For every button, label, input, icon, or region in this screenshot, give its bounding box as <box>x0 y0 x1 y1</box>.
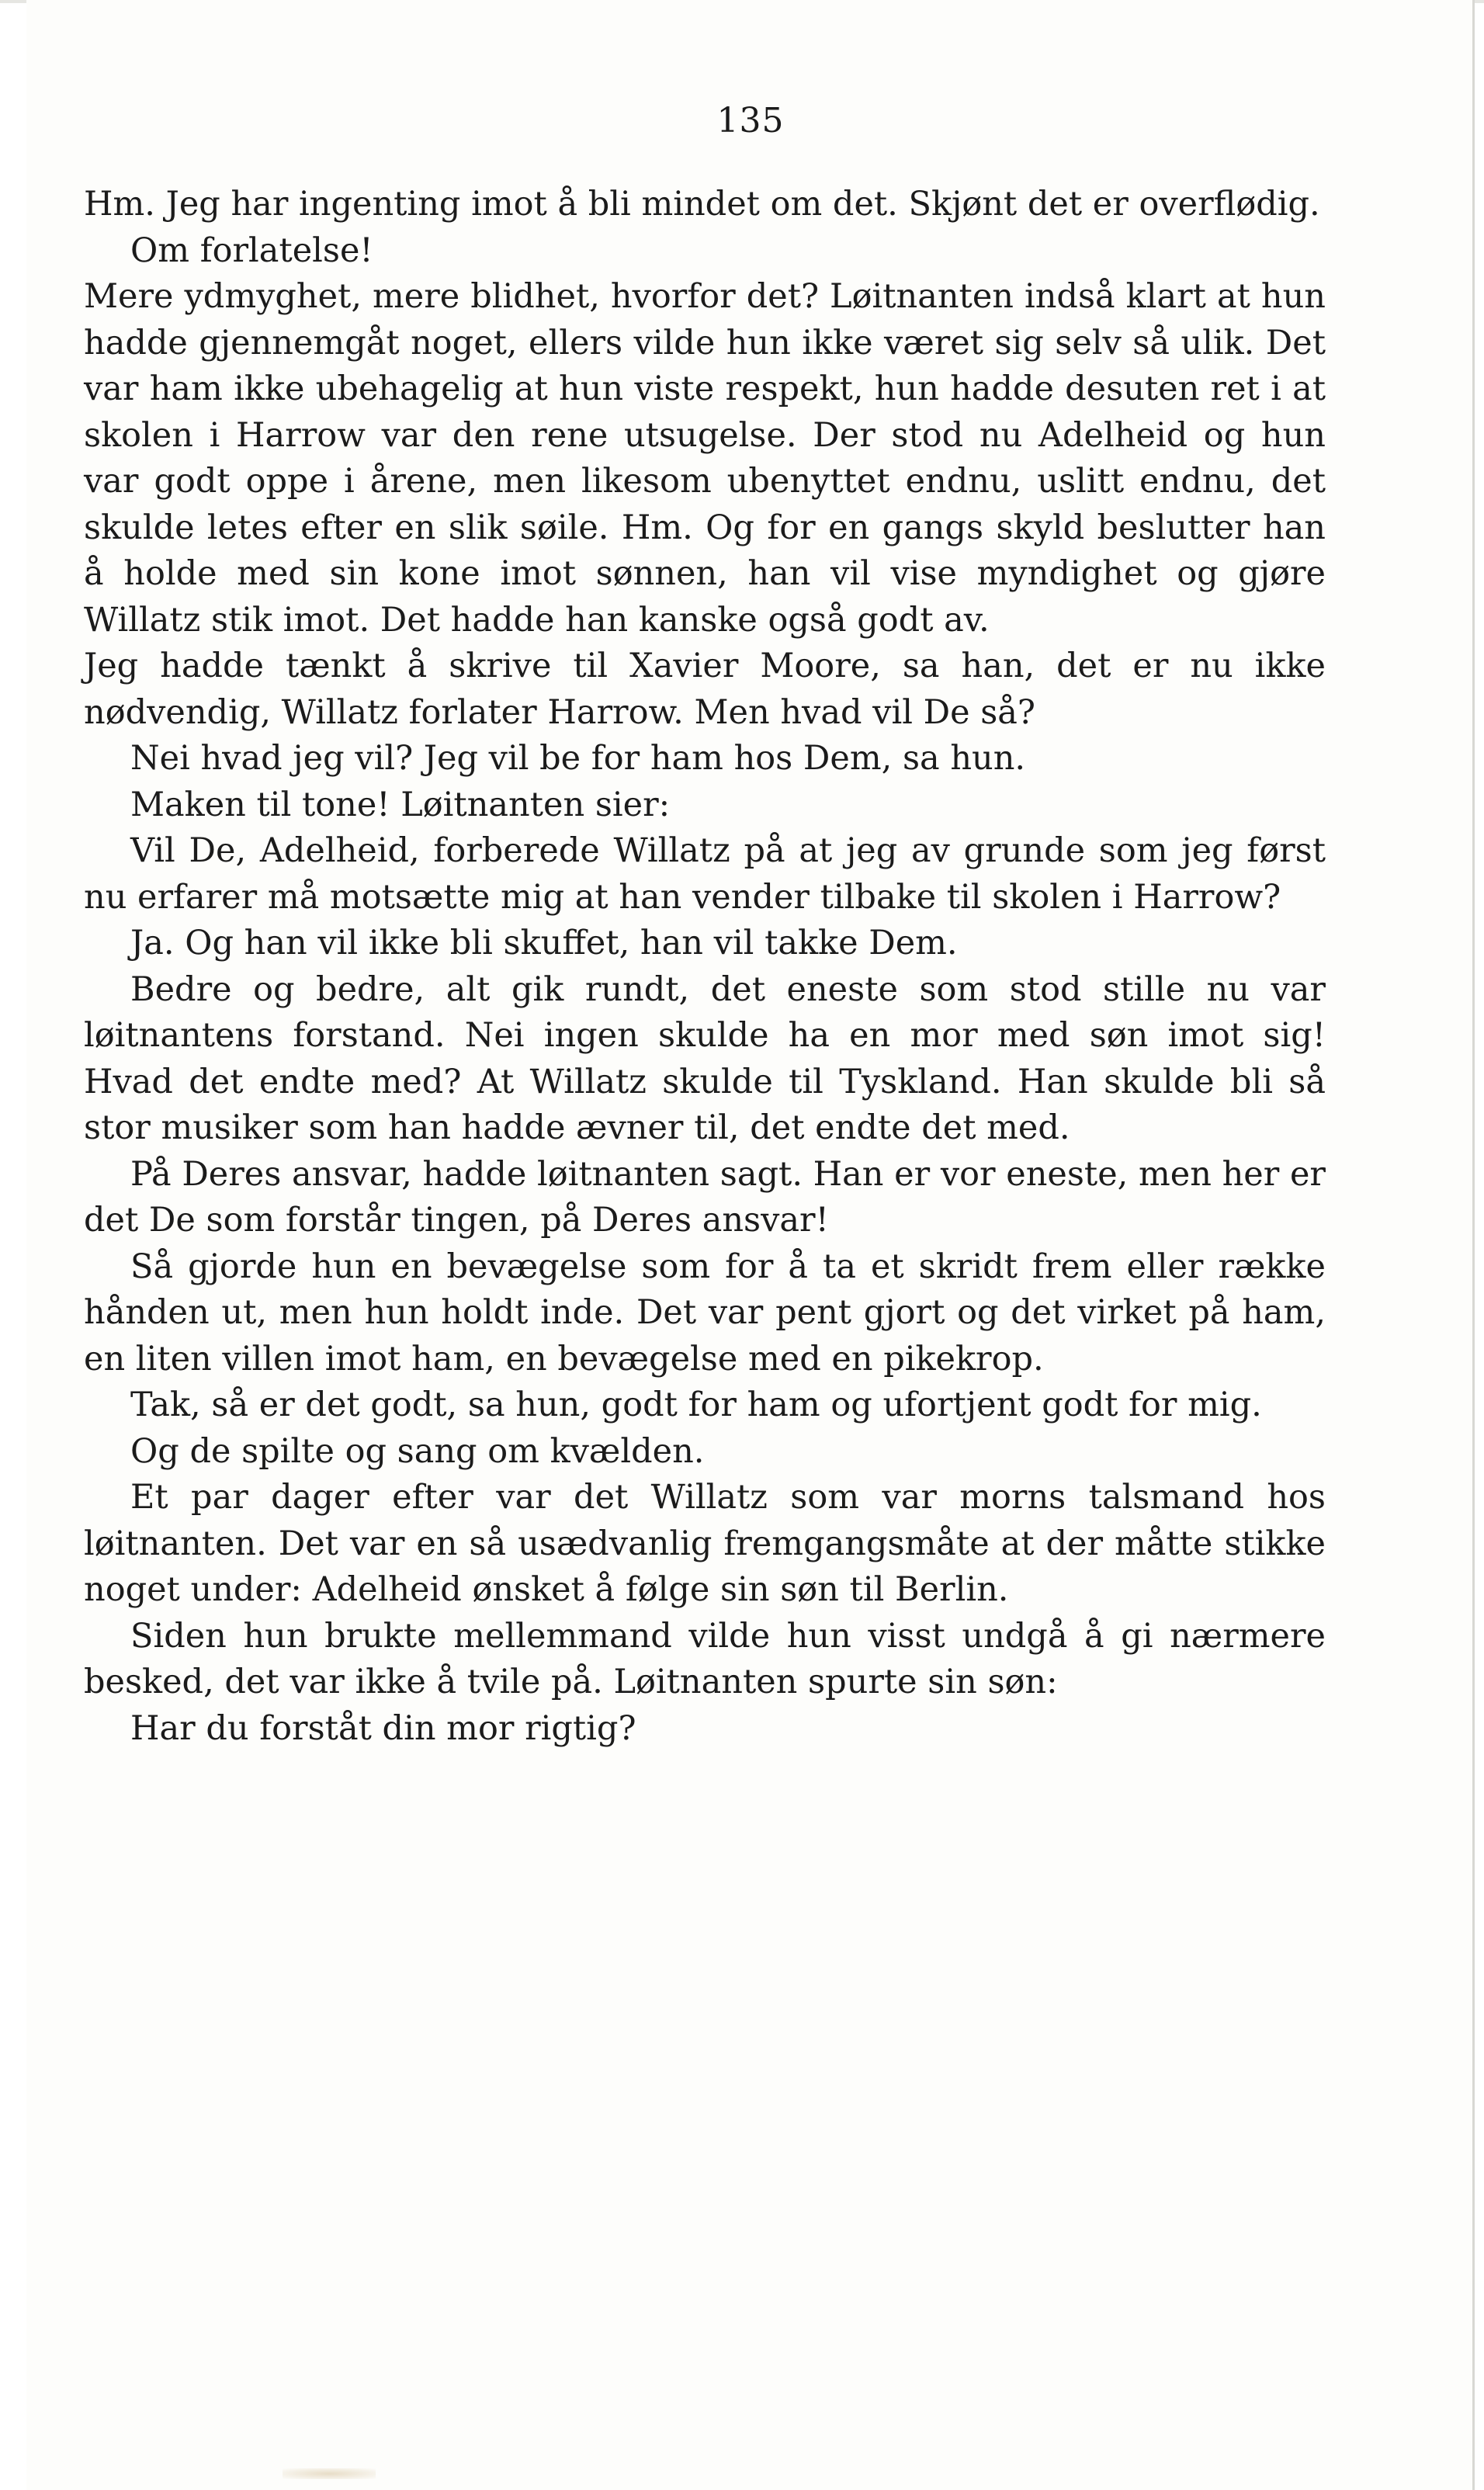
page-number: 135 <box>716 101 785 140</box>
paragraph-14: Et par dager efter var det Willatz som var morns talsmand hos løitnanten. Det var en så usædvanlig fremgangsmåte at der måtte stikke noget under: Adelheid ønsket å følge sin søn til Berlin. <box>84 1478 1326 1609</box>
paragraph-1: Hm. Jeg har ingenting imot å bli mindet om det. Skjønt det er overflødig. <box>84 185 1320 224</box>
scan-smudge <box>283 2468 376 2479</box>
paragraph-5: Nei hvad jeg vil? Jeg vil be for ham hos Dem, sa hun. <box>130 739 1026 778</box>
paragraph-4: Jeg hadde tænkt å skrive til Xavier Moore, sa han, det er nu ikke nødvendig, Willatz forlater Harrow. Men hvad vil De så? <box>84 647 1326 732</box>
paragraph-11: Så gjorde hun en bevægelse som for å ta et skridt frem eller række hånden ut, men hun holdt inde. Det var pent gjort og det virket på ham, en liten villen imot ham, en bevægelse med en pikekrop. <box>84 1247 1326 1379</box>
paragraph-6: Maken til tone! Løitnanten sier: <box>130 785 671 824</box>
paragraph-9: Bedre og bedre, alt gik rundt, det eneste som stod stille nu var løitnantens forstand. Nei ingen skulde ha en mor med søn imot sig! Hvad det endte med? At Willatz skulde til Tyskland. Han skulde bli så stor musiker som han hadde ævner til, det endte det med. <box>84 969 1326 1147</box>
paragraph-2: Om forlatelse! <box>130 231 373 270</box>
paragraph-7: Vil De, Adelheid, forberede Willatz på at jeg av grunde som jeg først nu erfarer må motsætte mig at han vender tilbake til skolen i Harrow? <box>84 831 1326 917</box>
paragraph-8: Ja. Og han vil ikke bli skuffet, han vil takke Dem. <box>130 924 958 962</box>
paragraph-13: Og de spilte og sang om kvælden. <box>130 1431 705 1471</box>
paragraph-16: Har du forståt din mor rigtig? <box>130 1708 636 1748</box>
body-text <box>84 182 1326 1752</box>
paragraph-3: Mere ydmyghet, mere blidhet, hvorfor det? Løitnanten indså klart at hun hadde gjennemgåt noget, ellers vilde hun ikke været sig selv så ulik. Det var ham ikke ubehagelig at hun viste respekt, hun hadde desuten ret i at skolen i Harrow var den rene utsugelse. Der stod nu Adelheid og hun var godt oppe i årene, men likesom ubenyttet endnu, uslitt endnu, det skulde letes efter en slik søile. Hm. Og for en gangs skyld beslutter han å holde med sin kone imot sønnen, han vil vise myndighet og gjøre Willatz stik imot. Det hadde han kanske også godt av. <box>84 277 1326 640</box>
book-page <box>26 0 1475 2490</box>
paragraph-10: På Deres ansvar, hadde løitnanten sagt. Han er vor eneste, men her er det De som forstår tingen, på Deres ansvar! <box>84 1154 1326 1240</box>
paragraph-12: Tak, så er det godt, sa hun, godt for ham og ufortjent godt for mig. <box>130 1385 1262 1424</box>
paragraph-15: Siden hun brukte mellemmand vilde hun visst undgå å gi nærmere besked, det var ikke å tvile på. Løitnanten spurte sin søn: <box>84 1616 1326 1701</box>
